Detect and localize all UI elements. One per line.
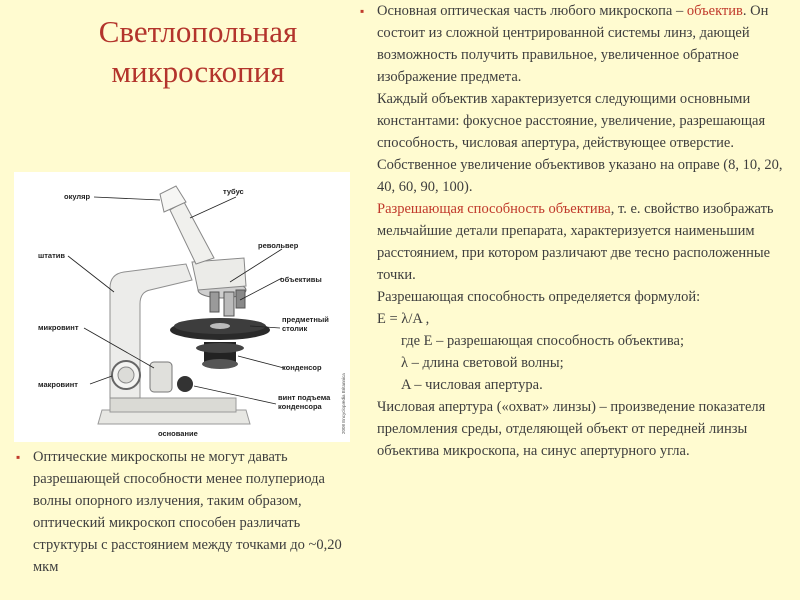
left-bullet (16, 446, 363, 578)
title-line-1: Светлопольная (98, 14, 298, 49)
microscope-diagram (14, 172, 350, 442)
where-line-1: где E – разрешающая способность объектива; (401, 333, 684, 349)
condenser-ring (196, 343, 244, 353)
macro-knob-inner (118, 367, 134, 383)
label-stand: штатив (38, 251, 65, 260)
objective-3 (236, 290, 245, 308)
label-condenser-screw-2: конденсора (278, 402, 322, 411)
paragraph-aperture: Числовая апертура («охват» линзы) – произведение показателя преломления среды, отделяющей объект от передней линзы объектива микроскопа, на синус апертурного угла. (377, 399, 766, 459)
label-objectives: объективы (280, 275, 322, 284)
p1-text-b: . Он состоит из сложной центрированной системы линз, дающей возможность получить правильное, увеличенное обратное изображение предмета. (377, 3, 769, 85)
formula: E = λ/A , (377, 311, 430, 327)
title-line-2: микроскопия (111, 54, 285, 89)
tube (170, 202, 214, 264)
micro-knob (150, 362, 172, 392)
where-line-3: A – числовая апертура. (401, 377, 543, 393)
label-condenser: конденсор (282, 363, 322, 372)
p3-red-term: Разрешающая способность объектива (377, 201, 611, 217)
label-revolver: револьвер (258, 241, 299, 250)
microscope-svg (14, 172, 350, 442)
label-stage-1: предметный (282, 315, 329, 324)
slide-title (48, 12, 348, 92)
figure-credit: 2008 Encyclopædia Britannica (341, 373, 346, 434)
where-line-2: λ – длина световой волны; (401, 355, 564, 371)
left-bullet-text: Оптические микроскопы не могут давать разрешающей способности менее полупериода волны опорного излучения, таким образом, оптический микроскоп способен различать структуры с расстоянием между точками до ~0,20 мкм (33, 449, 342, 575)
label-stage-2: столик (282, 324, 308, 333)
label-condenser-screw-1: винт подъема (278, 393, 331, 402)
p1-text-a: Основная оптическая часть любого микроскопа – (377, 3, 687, 19)
label-base: основание (158, 429, 198, 438)
label-ocular: окуляр (64, 192, 91, 201)
condenser-screw-knob (177, 376, 193, 392)
paragraph-objective (377, 0, 795, 88)
bullet-marker-icon: ▪ (360, 4, 365, 18)
right-text-block (360, 0, 795, 462)
label-macro-screw: макровинт (38, 380, 78, 389)
base-top (110, 398, 236, 412)
bullet-marker-icon: ▪ (16, 450, 21, 464)
p1-red-term: объектив (686, 3, 743, 19)
label-lines (68, 197, 284, 404)
stage-hole (210, 323, 230, 329)
label-tube: тубус (223, 187, 244, 196)
p3-text: , т. е. свойство изображать мельчайшие детали препарата, характеризуется наименьшим расстоянием, при котором различают две тесно расположенные точки. (377, 201, 774, 283)
paragraph-resolution (377, 198, 795, 286)
paragraph-constants: Каждый объектив характеризуется следующими основными константами: фокусное расстояние, увеличение, разрешающая способность, числовая апертура, действующее отверстие. Собственное увеличение объективов указано на оправе (8, 10, 20, 40, 60, 90, 100). (377, 91, 783, 195)
objective-1 (210, 292, 219, 312)
objective-2 (224, 292, 234, 316)
condenser-bottom (202, 359, 238, 369)
label-micro-screw: микровинт (38, 323, 79, 332)
paragraph-formula-intro: Разрешающая способность определяется формулой: (377, 289, 701, 305)
